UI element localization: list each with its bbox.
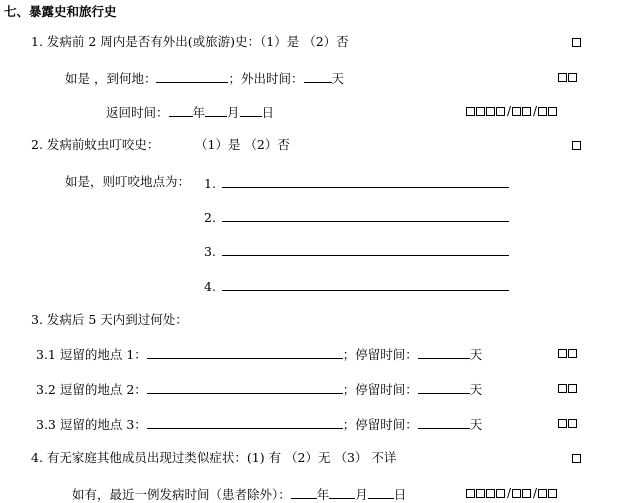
bite-location-4 [204, 277, 509, 295]
day-unit: 日 [393, 487, 407, 502]
q3-row-3 [36, 415, 482, 433]
stay-label: ；停留时间： [342, 382, 418, 397]
bite-location-2-blank[interactable] [222, 208, 509, 222]
q3-row-2 [36, 380, 482, 398]
q3-row-2-boxes[interactable] [558, 380, 578, 396]
return-year-blank[interactable] [169, 103, 193, 117]
q1-destination-row [65, 69, 344, 87]
q4-answer-box[interactable] [572, 450, 582, 466]
slash: / [507, 486, 512, 500]
q4-onset-row [72, 485, 406, 503]
day-unit: 天 [331, 71, 345, 86]
q1-answer-box[interactable] [572, 34, 582, 50]
item-number: 3. [204, 244, 216, 259]
out-time-blank[interactable] [304, 69, 332, 83]
stay-3-blank[interactable] [418, 415, 470, 429]
q1-return-date-boxes[interactable] [466, 103, 558, 119]
place-3-blank[interactable] [147, 415, 343, 429]
q1-destination-boxes[interactable] [558, 69, 578, 85]
bite-location-1 [204, 174, 509, 192]
item-number: 1. [204, 176, 216, 191]
q2-options: （1）是 （2）否 [195, 137, 290, 152]
onset-day-blank[interactable] [368, 485, 394, 499]
out-time-label: ；外出时间： [228, 71, 304, 86]
destination-blank[interactable] [156, 69, 228, 83]
q3-row-1 [36, 345, 482, 363]
month-unit: 月 [355, 487, 368, 502]
stay-label: ；停留时间： [342, 347, 418, 362]
place-2-blank[interactable] [147, 380, 343, 394]
item-number: 2. [204, 210, 216, 225]
year-unit: 年 [316, 487, 330, 502]
bite-location-3 [204, 242, 509, 260]
q2-answer-box[interactable] [572, 137, 582, 153]
q4-question: 4. 有无家庭其他成员出现过类似症状：(1) 有 （2）无 （3） 不详 [31, 450, 397, 465]
stay-1-blank[interactable] [418, 345, 470, 359]
q4-onset-date-boxes[interactable] [466, 485, 558, 501]
slash: / [533, 486, 538, 500]
section-title: 七、暴露史和旅行史 [4, 4, 117, 19]
day-unit: 日 [261, 105, 275, 120]
day-unit: 天 [469, 382, 483, 397]
slash: / [507, 104, 512, 118]
month-unit: 月 [227, 105, 240, 120]
place-label: 3.3 逗留的地点 3： [36, 417, 147, 432]
q1-return-row [106, 103, 274, 121]
q2-if-yes-label: 如是，则叮咬地点为： [65, 174, 191, 189]
bite-location-2 [204, 208, 509, 226]
stay-2-blank[interactable] [418, 380, 470, 394]
bite-location-4-blank[interactable] [222, 277, 509, 291]
q3-row-1-boxes[interactable] [558, 345, 578, 361]
onset-month-blank[interactable] [329, 485, 355, 499]
return-month-blank[interactable] [205, 103, 227, 117]
stay-label: ；停留时间： [342, 417, 418, 432]
q1-if-yes-label: 如是 ，到何地： [65, 71, 157, 86]
q4-if-yes-label: 如有，最近一例发病时间（患者除外）： [72, 487, 291, 502]
q3-question: 3. 发病后 5 天内到过何处： [31, 312, 188, 327]
q2-question: 2. 发病前蚊虫叮咬史： [31, 137, 160, 152]
bite-location-3-blank[interactable] [222, 242, 509, 256]
bite-location-1-blank[interactable] [222, 174, 509, 188]
year-unit: 年 [192, 105, 206, 120]
item-number: 4. [204, 279, 216, 294]
q1-question: 1. 发病前 2 周内是否有外出(或旅游)史：（1）是 （2）否 [31, 34, 349, 49]
return-day-blank[interactable] [240, 103, 262, 117]
onset-year-blank[interactable] [291, 485, 317, 499]
place-label: 3.2 逗留的地点 2： [36, 382, 147, 397]
day-unit: 天 [469, 417, 483, 432]
place-1-blank[interactable] [147, 345, 343, 359]
return-time-label: 返回时间： [106, 105, 169, 120]
q3-row-3-boxes[interactable] [558, 415, 578, 431]
place-label: 3.1 逗留的地点 1： [36, 347, 147, 362]
day-unit: 天 [469, 347, 483, 362]
slash: / [533, 104, 538, 118]
